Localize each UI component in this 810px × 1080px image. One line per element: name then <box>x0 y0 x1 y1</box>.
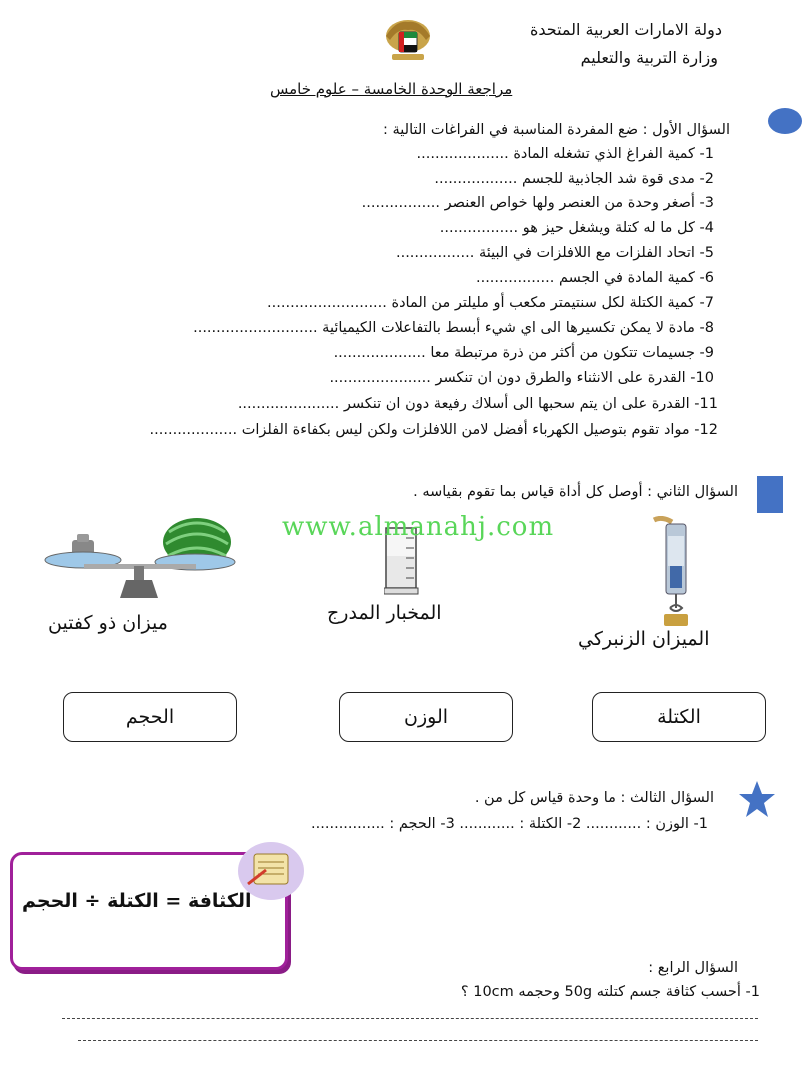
question3-title: السؤال الثالث : ما وحدة قياس كل من . <box>474 790 714 806</box>
question1-item: 1- كمية الفراغ الذي تشغله المادة .................... <box>416 146 714 162</box>
star-shape <box>738 780 776 818</box>
tool-label-graduated-cylinder: المخبار المدرج <box>327 602 442 624</box>
answer-line <box>62 1018 758 1019</box>
answer-line <box>78 1040 758 1041</box>
country-name: دولة الامارات العربية المتحدة <box>529 20 722 39</box>
tool-label-two-pan-balance: ميزان ذو كفتين <box>48 612 168 634</box>
question1-item: 12- مواد تقوم بتوصيل الكهرباء أفضل لامن اللافلزات ولكن ليس بكفاءة الفلزات ................... <box>149 422 718 438</box>
answer-box-mass[interactable]: الكتلة <box>592 692 766 742</box>
page-title: مراجعة الوحدة الخامسة – علوم خامس <box>270 80 513 98</box>
question3-line: 1- الوزن : ............ 2- الكتلة : ............ 3- الحجم : ................ <box>311 816 708 832</box>
tool-label-spring-scale: الميزان الزنبركي <box>578 628 710 650</box>
question1-item: 7- كمية الكتلة لكل سنتيمتر مكعب أو مليلتر من المادة .......................... <box>267 295 714 311</box>
spring-scale-image <box>650 516 700 628</box>
question1-item: 2- مدى قوة شد الجاذبية للجسم .................. <box>434 171 714 187</box>
question1-item: 11- القدرة على ان يتم سحبها الى أسلاك رفيعة دون ان تنكسر ...................... <box>237 396 718 412</box>
notepad-icon <box>236 840 306 902</box>
ministry-name: وزارة التربية والتعليم <box>580 48 718 67</box>
question1-item: 8- مادة لا يمكن تكسيرها الى اي شيء أبسط بالتفاعلات الكيميائية ........................... <box>193 320 714 336</box>
question1-item: 3- أصغر وحدة من العنصر ولها خواص العنصر ................. <box>361 195 714 211</box>
density-formula: الكثافة = الكتلة ÷ الحجم <box>22 890 252 912</box>
two-pan-balance-image <box>44 510 236 600</box>
circle-shape <box>768 108 802 134</box>
question4-title: السؤال الرابع : <box>648 960 738 976</box>
question4-line: 1- أحسب كثافة جسم كتلته 50g وحجمه 10cm ؟ <box>460 984 760 1000</box>
answer-box-volume[interactable]: الحجم <box>63 692 237 742</box>
question1-item: 10- القدرة على الانثناء والطرق دون ان تنكسر ...................... <box>329 370 714 386</box>
answer-box-weight[interactable]: الوزن <box>339 692 513 742</box>
question1-item: 9- جسيمات تتكون من أكثر من ذرة مرتبطة معا .................... <box>333 345 714 361</box>
question1-item: 4- كل ما له كتلة ويشغل حيز هو ................. <box>439 220 714 236</box>
square-shape <box>757 476 783 513</box>
emblem-logo <box>382 14 434 64</box>
question1-item: 6- كمية المادة في الجسم ................. <box>475 270 714 286</box>
question1-item: 5- اتحاد الفلزات مع اللافلزات في البيئة ................. <box>395 245 714 261</box>
watermark: www.almanahj.com <box>282 512 555 542</box>
question1-title: السؤال الأول : ضع المفردة المناسبة في الفراغات التالية : <box>383 122 730 138</box>
question2-title: السؤال الثاني : أوصل كل أداة قياس بما تقوم بقياسه . <box>413 484 738 500</box>
